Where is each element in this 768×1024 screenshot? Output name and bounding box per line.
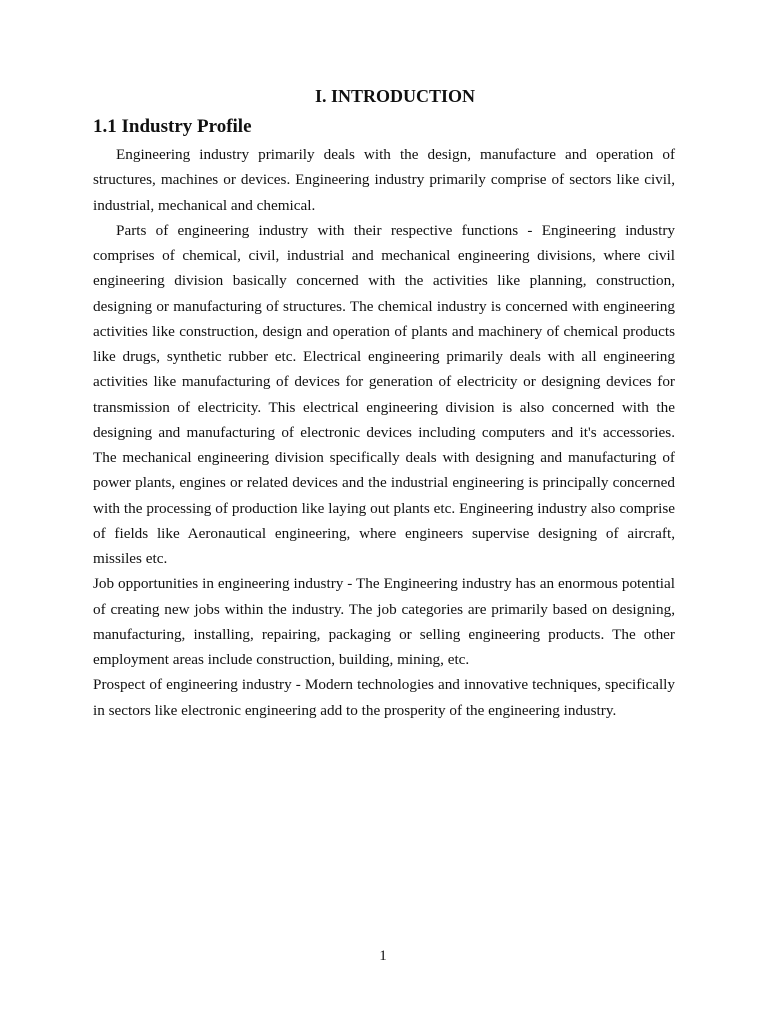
text-line: The mechanical engineering division specifically deals with designing and manufacturing of	[93, 449, 675, 466]
text-line: missiles etc.	[93, 550, 168, 567]
text-line: designing and manufacturing of electronic devices including computers and it's accessories.	[93, 423, 675, 441]
text-line: in sectors like electronic engineering add to the prosperity of the engineering industry.	[93, 701, 617, 719]
text-line: transmission of electricity. This electrical engineering division is also concerned with the	[93, 398, 675, 416]
text-line: structures, machines or devices. Engineering industry primarily comprise of sectors like civil,	[93, 171, 675, 189]
text-line: with the processing of production like laying out plants etc. Engineering industry also comprise	[93, 499, 675, 517]
text-line: Parts of engineering industry with their respective functions - Engineering industry	[116, 221, 675, 239]
paragraph	[93, 144, 675, 220]
paragraph	[93, 573, 675, 674]
text-line: of fields like Aeronautical engineering, where engineers supervise designing of aircraft,	[93, 524, 675, 542]
text-line: engineering division basically concerned with the activities like planning, construction,	[93, 272, 675, 290]
text-line: Engineering industry primarily deals with the design, manufacture and operation of	[116, 146, 675, 163]
text-line: activities like construction, design and operation of plants and machinery of chemical products	[93, 322, 675, 340]
section-title: I. INTRODUCTION	[314, 86, 476, 106]
text-line: activities like manufacturing of devices for generation of electricity or designing devices for	[93, 373, 675, 391]
subsection-heading: 1.1 Industry Profile	[93, 116, 252, 137]
text-line: industrial, mechanical and chemical.	[93, 196, 316, 214]
paragraph	[93, 220, 675, 574]
text-line: power plants, engines or related devices and the industrial engineering is principally concerned	[93, 474, 675, 492]
text-line: of creating new jobs within the industry. The job categories are primarily based on designing,	[93, 600, 675, 618]
page-number-container	[0, 948, 768, 965]
text-line: like drugs, synthetic rubber etc. Electrical engineering primarily deals with all engineering	[93, 348, 675, 365]
paragraph	[93, 674, 675, 725]
text-line: Prospect of engineering industry - Modern technologies and innovative techniques, specifically	[93, 676, 675, 694]
page-number: 1	[379, 948, 387, 964]
text-line: designing or manufacturing of structures. The chemical industry is concerned with engineering	[93, 297, 675, 315]
text-line: Job opportunities in engineering industry - The Engineering industry has an enormous potential	[93, 575, 675, 593]
text-line: employment areas include construction, building, mining, etc.	[93, 651, 470, 668]
document-body	[93, 144, 675, 725]
text-line: manufacturing, installing, repairing, packaging or selling engineering products. The other	[93, 625, 675, 643]
text-line: comprises of chemical, civil, industrial and mechanical engineering divisions, where civil	[93, 247, 675, 264]
